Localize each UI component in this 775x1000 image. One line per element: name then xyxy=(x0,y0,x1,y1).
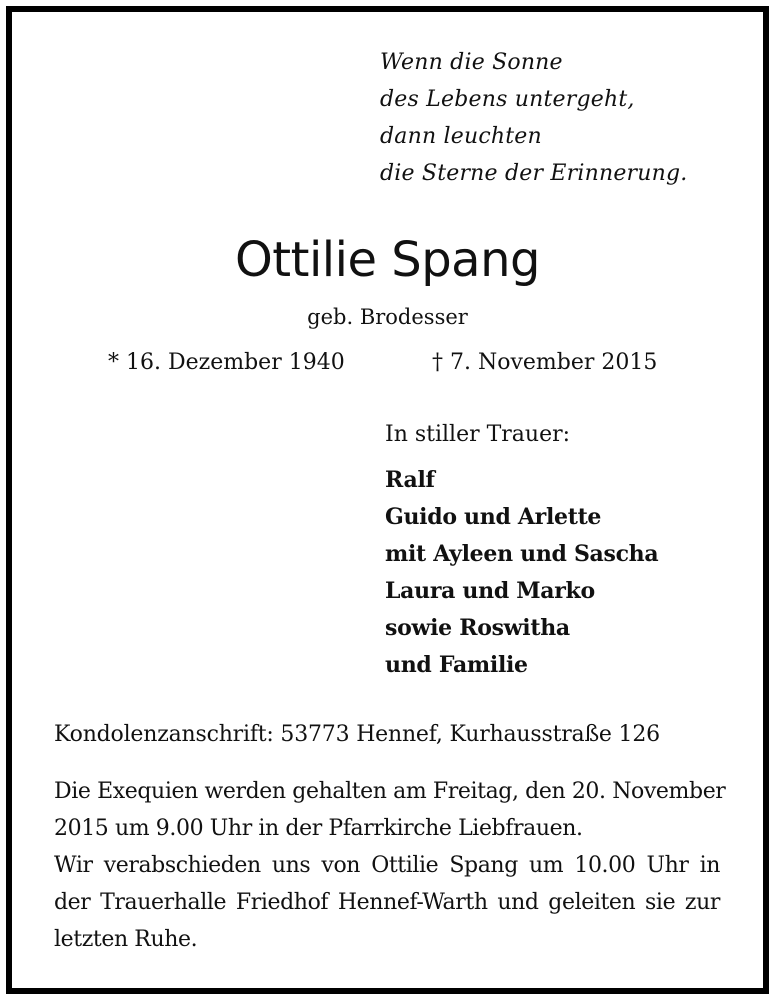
mourners-list xyxy=(385,462,658,684)
quote-line: dann leuchten xyxy=(380,124,542,149)
service-line: der Trauerhalle Friedhof Hennef-Warth und geleiten sie zur xyxy=(54,890,720,915)
quote-line: Wenn die Sonne xyxy=(380,50,563,75)
service-line: letzten Ruhe. xyxy=(54,927,198,952)
quote-line: die Sterne der Erinnerung. xyxy=(380,161,688,186)
service-line: 2015 um 9.00 Uhr in der Pfarrkirche Liebfrauen. xyxy=(54,816,583,841)
condolence-address: Kondolenzanschrift: 53773 Hennef, Kurhausstraße 126 xyxy=(54,722,660,747)
deceased-name: Ottilie Spang xyxy=(235,232,540,288)
mourner-name: sowie Roswitha xyxy=(385,615,570,641)
mourner-name: Laura und Marko xyxy=(385,578,595,604)
service-details xyxy=(54,773,726,958)
maiden-name: geb. Brodesser xyxy=(307,305,468,329)
death-date: † 7. November 2015 xyxy=(432,350,658,375)
mourner-name: Guido und Arlette xyxy=(385,504,602,530)
mourner-name: mit Ayleen und Sascha xyxy=(385,541,659,567)
mourning-heading: In stiller Trauer: xyxy=(385,422,571,447)
birth-date: * 16. Dezember 1940 xyxy=(108,350,345,375)
quote-line: des Lebens untergeht, xyxy=(380,87,635,112)
mourner-name: Ralf xyxy=(385,467,435,493)
service-line: Wir verabschieden uns von Ottilie Spang um 10.00 Uhr in xyxy=(54,853,720,878)
service-line: Die Exequien werden gehalten am Freitag, den 20. November xyxy=(54,779,726,804)
memorial-quote xyxy=(380,44,687,192)
mourner-name: und Familie xyxy=(385,652,528,678)
